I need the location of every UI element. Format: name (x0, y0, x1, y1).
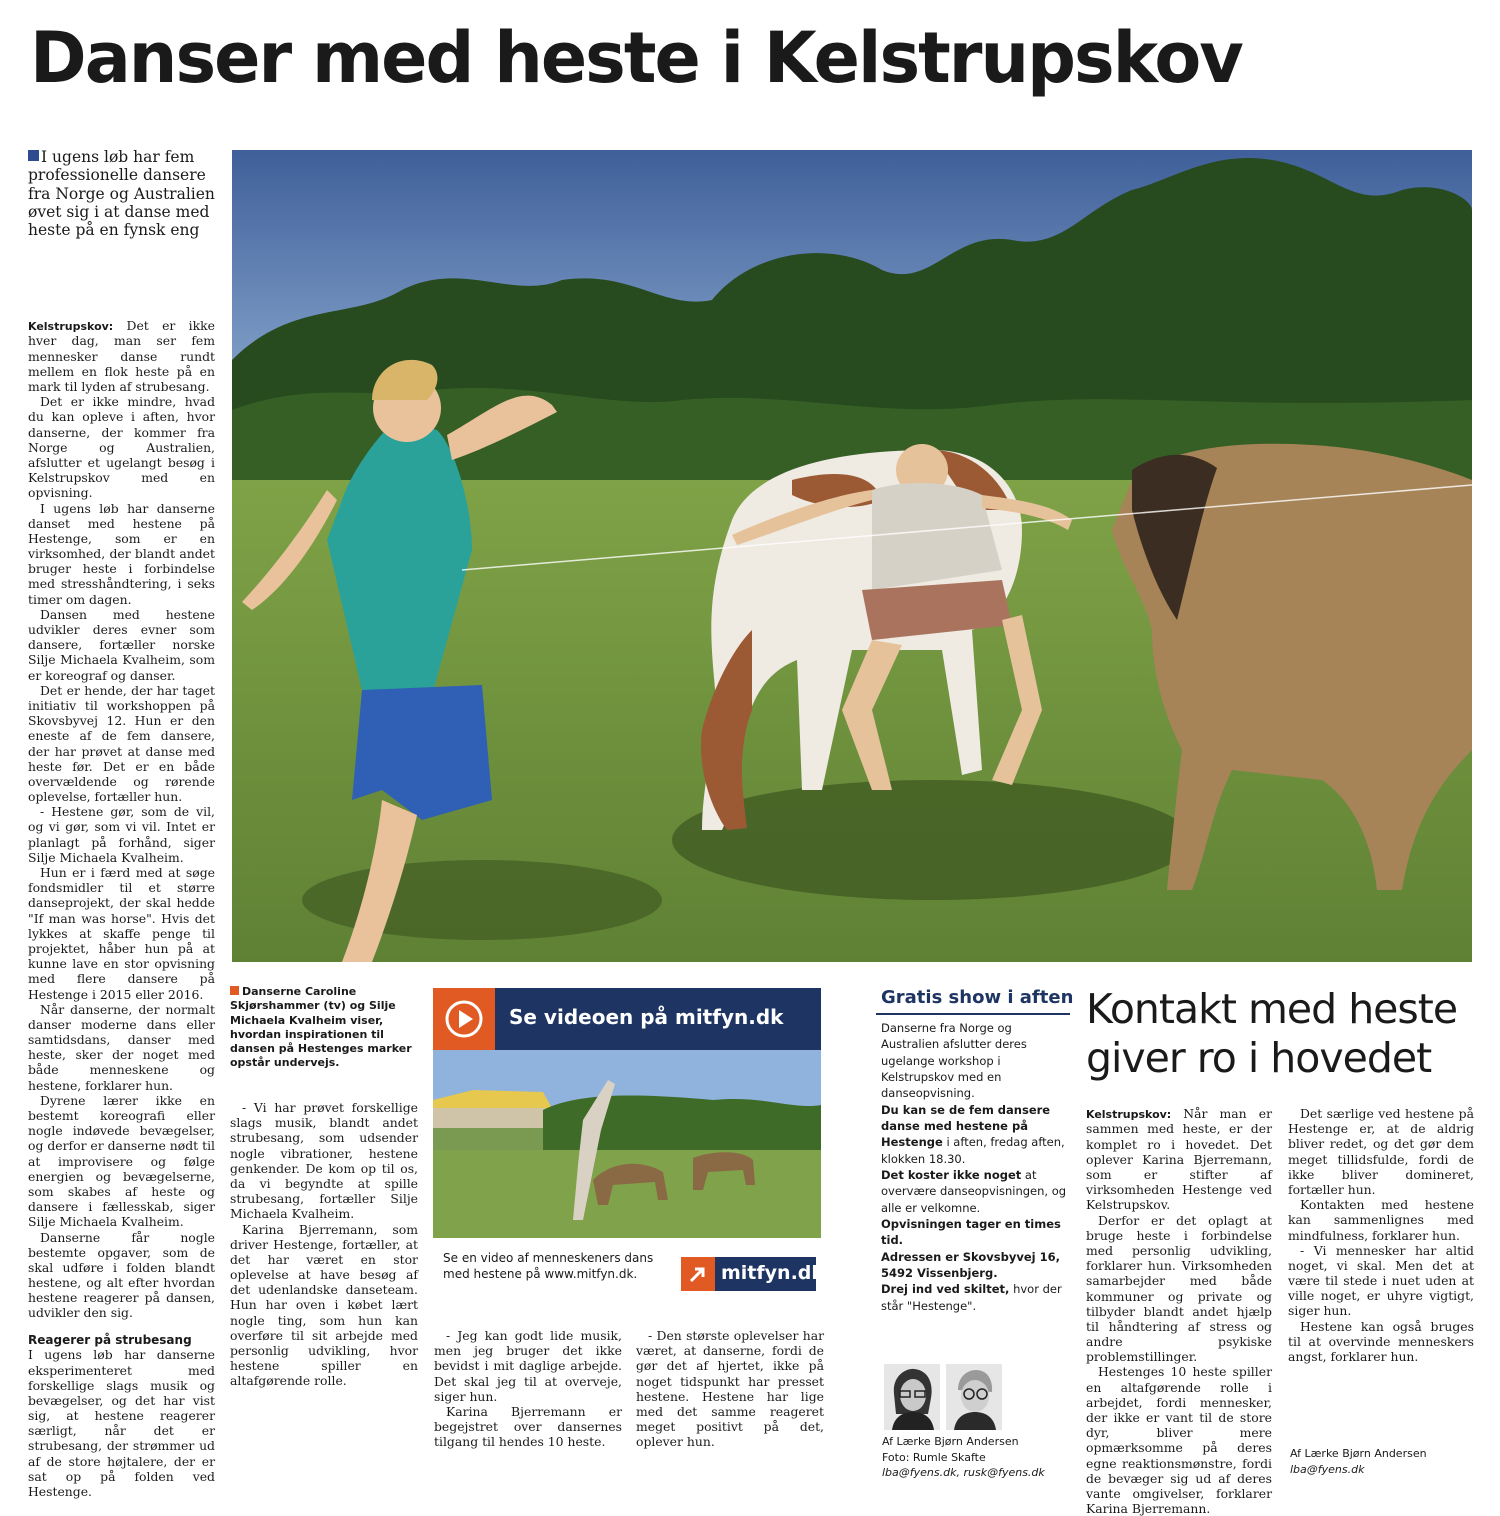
article-paragraph: - Jeg kan godt lide musik, men jeg bruger det ikke bevidst i mit daglige arbejde. Det skal jeg til at overveje, siger hun. (434, 1328, 622, 1404)
lead-marker (28, 150, 39, 161)
dancers-with-horses-image (232, 150, 1472, 962)
gratis-show-title: Gratis show i aften (881, 987, 1074, 1008)
article-paragraph: Dansen med hestene udvikler deres evner som dansere, fortæller norske Silje Michaela Kvalheim, som er koreograf og danser. (28, 606, 215, 683)
kontakt-column-1 (1086, 1106, 1272, 1516)
byline-email[interactable]: lba@fyens.dk, rusk@fyens.dk (882, 1466, 1045, 1480)
video-description: Se en video af menneskeners dans med hestene på www.mitfyn.dk. (443, 1251, 654, 1282)
byline-kontakt (1290, 1446, 1476, 1477)
caption-marker (230, 986, 239, 995)
article-paragraph: Karina Bjerremann, som driver Hestenge, fortæller, at det har været en stor oplevelse at have besøg af det udenlandske danseteam. Hun har oven i købet lært nogle ting, som hun kan overføre til sit arbejde med personlig udvikling, hvor hestene spiller en altafgørende rolle. (230, 1221, 418, 1389)
byline-main (882, 1434, 1072, 1481)
gratis-bold: Det koster ikke noget (881, 1167, 1022, 1182)
kontakt-paragraph: Hestenges 10 heste spiller en altafgørende rolle i arbejdet, fordi mennesker, der ikke er vant til de store dyr, bliver mere opmærksomme på deres egne reaktionsmønstre, fordi de bevæger sig ud af deres vante omgivelser, forklarer Karina Bjerremann. (1086, 1364, 1272, 1516)
video-banner[interactable] (433, 988, 821, 1050)
author-portrait (884, 1364, 940, 1430)
article-subhead: Reagerer på strubesang (28, 1332, 192, 1347)
mitfyn-logo-link[interactable] (681, 1257, 825, 1291)
article-paragraph: Danserne får nogle bestemte opgaver, som de skal udføre i folden blandt hestene, og alt efter hvordan hestene reagerer på dansen, udvikler den sig. (28, 1229, 215, 1321)
article-column-3 (434, 1328, 622, 1450)
kontakt-paragraph: Hestene kan også bruges til at overvinde menneskers angst, forklarer hun. (1288, 1318, 1474, 1364)
author-photo (884, 1364, 940, 1430)
lead-body: I ugens løb har fem professionelle dansere fra Norge og Australien øvet sig i at danse med heste på en fynsk eng (28, 148, 215, 240)
kontakt-paragraph: Derfor er det oplagt at bruge heste i forbindelse med personlig udvikling, forklarer hun. Virksomheden samarbejder med både kommuner og private og tilbyder blandt andet hjælp til håndtering af stress og andre psykiske problemstillinger. (1086, 1212, 1272, 1365)
article-paragraph: Når danserne, der normalt danser moderne dans eller samtidsdans, danser med heste, sker der noget med både menneskene og hestene, forklarer hun. (28, 1001, 215, 1093)
kontakt-paragraph: - Vi mennesker har altid noget, vi skal. Men det at være til stede i nuet uden at ville noget, er uhyre vigtigt, siger hun. (1288, 1242, 1474, 1319)
article-kicker: Kelstrupskov: (28, 320, 114, 333)
article-paragraph: - Hestene gør, som de vil, og vi gør, som vi vil. Intet er planlagt på forhånd, siger Silje Michaela Kvalheim. (28, 804, 215, 865)
article-paragraph: Karina Bjerremann er begejstret over dansernes tilgang til hendes 10 heste. (434, 1403, 622, 1450)
video-title[interactable]: Se videoen på mitfyn.dk (509, 1005, 784, 1029)
gratis-text: at overvære danseopvisningen, og alle er velkomne. (881, 1167, 1067, 1215)
gratis-text: hvor der står "Hestenge". (881, 1282, 1062, 1313)
byline-author: Af Lærke Bjørn Andersen (1290, 1447, 1427, 1460)
mitfyn-logo-text: mitfyn.dk (721, 1262, 825, 1284)
video-thumbnail[interactable] (433, 1050, 821, 1238)
article-paragraph: Det er ikke mindre, hvad du kan opleve i aften, hvor danserne, der kommer fra Norge og Australien, afslutter et ugelangt besøg i Kelstrupskov med en opvisning. (28, 394, 215, 501)
caption-text: Danserne Caroline Skjørshammer (tv) og Silje Michaela Kvalheim viser, hvordan inspirationen til dansen på Hestenges marker opstår undervejs. (230, 985, 412, 1070)
gratis-text: i aften, fredag aften, klokken 18.30. (881, 1135, 1065, 1166)
photographer-portrait (946, 1364, 1002, 1430)
play-button[interactable] (433, 988, 495, 1050)
photographer-photo (946, 1364, 1002, 1430)
article-column-4 (636, 1328, 824, 1450)
photo-caption (230, 985, 418, 1071)
byline-photographer: Foto: Rumle Skafte (882, 1450, 986, 1464)
kontakt-paragraph: Det særlige ved hestene på Hestenge er, at de aldrig bliver redet, og det gør dem meget tillidsfulde, fordi de ikke bliver domineret, fortæller hun. (1288, 1106, 1474, 1197)
byline-author: Af Lærke Bjørn Andersen (882, 1435, 1019, 1448)
gratis-show-info (881, 1020, 1071, 1314)
video-promo-box[interactable] (433, 988, 825, 1308)
article-column-1 (28, 318, 215, 1499)
gratis-divider (876, 1013, 1070, 1015)
gratis-bold: Opvisningen tager en times tid. (881, 1216, 1061, 1248)
page-headline: Danser med heste i Kelstrupskov (30, 17, 1242, 99)
gratis-bold: Adressen er Skovsbyvej 16, 5492 Vissenbjerg. (881, 1249, 1060, 1280)
article-paragraph: I ugens løb har danserne danset med hestene på Hestenge, som er en virksomhed, der blandt andet bruger heste i forbindelse med stresshåndtering, i seks timer om dagen. (28, 500, 215, 607)
kontakt-paragraph: Kontakten med hestene kan sammenlignes med mindfulness, forklarer hun. (1288, 1197, 1474, 1243)
gratis-bold: Drej ind ved skiltet, (881, 1282, 1010, 1297)
main-photo (232, 150, 1472, 962)
article-column-2 (230, 1100, 418, 1389)
arrow-icon (681, 1257, 715, 1291)
article-paragraph: I ugens løb har danserne eksperimenteret med forskellige slags musik og bevægelser, og det har vist sig, at hestene reagerer særligt, når det er strubesang, der strømmer ud af de store højtalere, der er sat op på folden ved Hestenge. (28, 1347, 215, 1500)
kontakt-headline: Kontakt med heste giver ro i hovedet (1086, 985, 1458, 1083)
video-thumbnail-image (433, 1050, 821, 1238)
article-paragraph: Hun er i færd med at søge fondsmidler til et større danseprojekt, der skal hedde "If man was horse". Hvis det lykkes at skaffe penge til projektet, håber hun på at kunne lave en stor opvisning med flere dansere på Hestenge i 2015 eller 2016. (28, 865, 215, 1002)
article-paragraph: Dyrene lærer ikke en bestemt koreografi eller nogle indøvede bevægelser, og derfor er danserne nødt til at improvisere og følge energien og bevægelserne, som skabes af heste og dansere i fællesskab, siger Silje Michaela Kvalheim. (28, 1092, 215, 1230)
kontakt-kicker: Kelstrupskov: (1086, 1108, 1172, 1121)
article-paragraph: Det er ikke hver dag, man ser fem mennesker danse rundt mellem en flok heste på en mark til lyden af strubesang. (28, 318, 215, 395)
kontakt-column-2 (1288, 1106, 1474, 1364)
article-paragraph: Det er hende, der har taget initiativ til workshoppen på Skovsbyvej 12. Hun er den eneste af de fem dansere, der har prøvet at danse med heste før. Det er en både overvældende og rørende oplevelse, fortæller hun. (28, 682, 215, 805)
kontakt-paragraph: Når man er sammen med heste, er der komplet ro i hovedet. Det oplever Karina Bjerremann, som er stifter af virksomheden Hestenge ved Kelstrupskov. (1086, 1106, 1272, 1213)
article-paragraph: - Den største oplevelser har været, at danserne, fordi de gør det af hjertet, ikke på noget tidspunkt har presset hestene. Hestene har lige med det samme reageret meget positivt på det, oplever hun. (636, 1328, 824, 1450)
play-icon (433, 988, 495, 1050)
gratis-intro: Danserne fra Norge og Australien afslutter deres ugelange workshop i Kelstrupskov med en danseopvisning. (881, 1021, 1027, 1101)
lead-text (28, 148, 218, 239)
gratis-bold: Du kan se de fem dansere danse med hestene på Hestenge (881, 1102, 1051, 1150)
byline-email[interactable]: lba@fyens.dk (1290, 1462, 1365, 1476)
article-paragraph: - Vi har prøvet forskellige slags musik, blandt andet strubesang, som udsender nogle vibrationer, hestene genkender. De kom op til os, da vi begyndte at spille strubesang, fortæller Silje Michaela Kvalheim. (230, 1100, 418, 1222)
